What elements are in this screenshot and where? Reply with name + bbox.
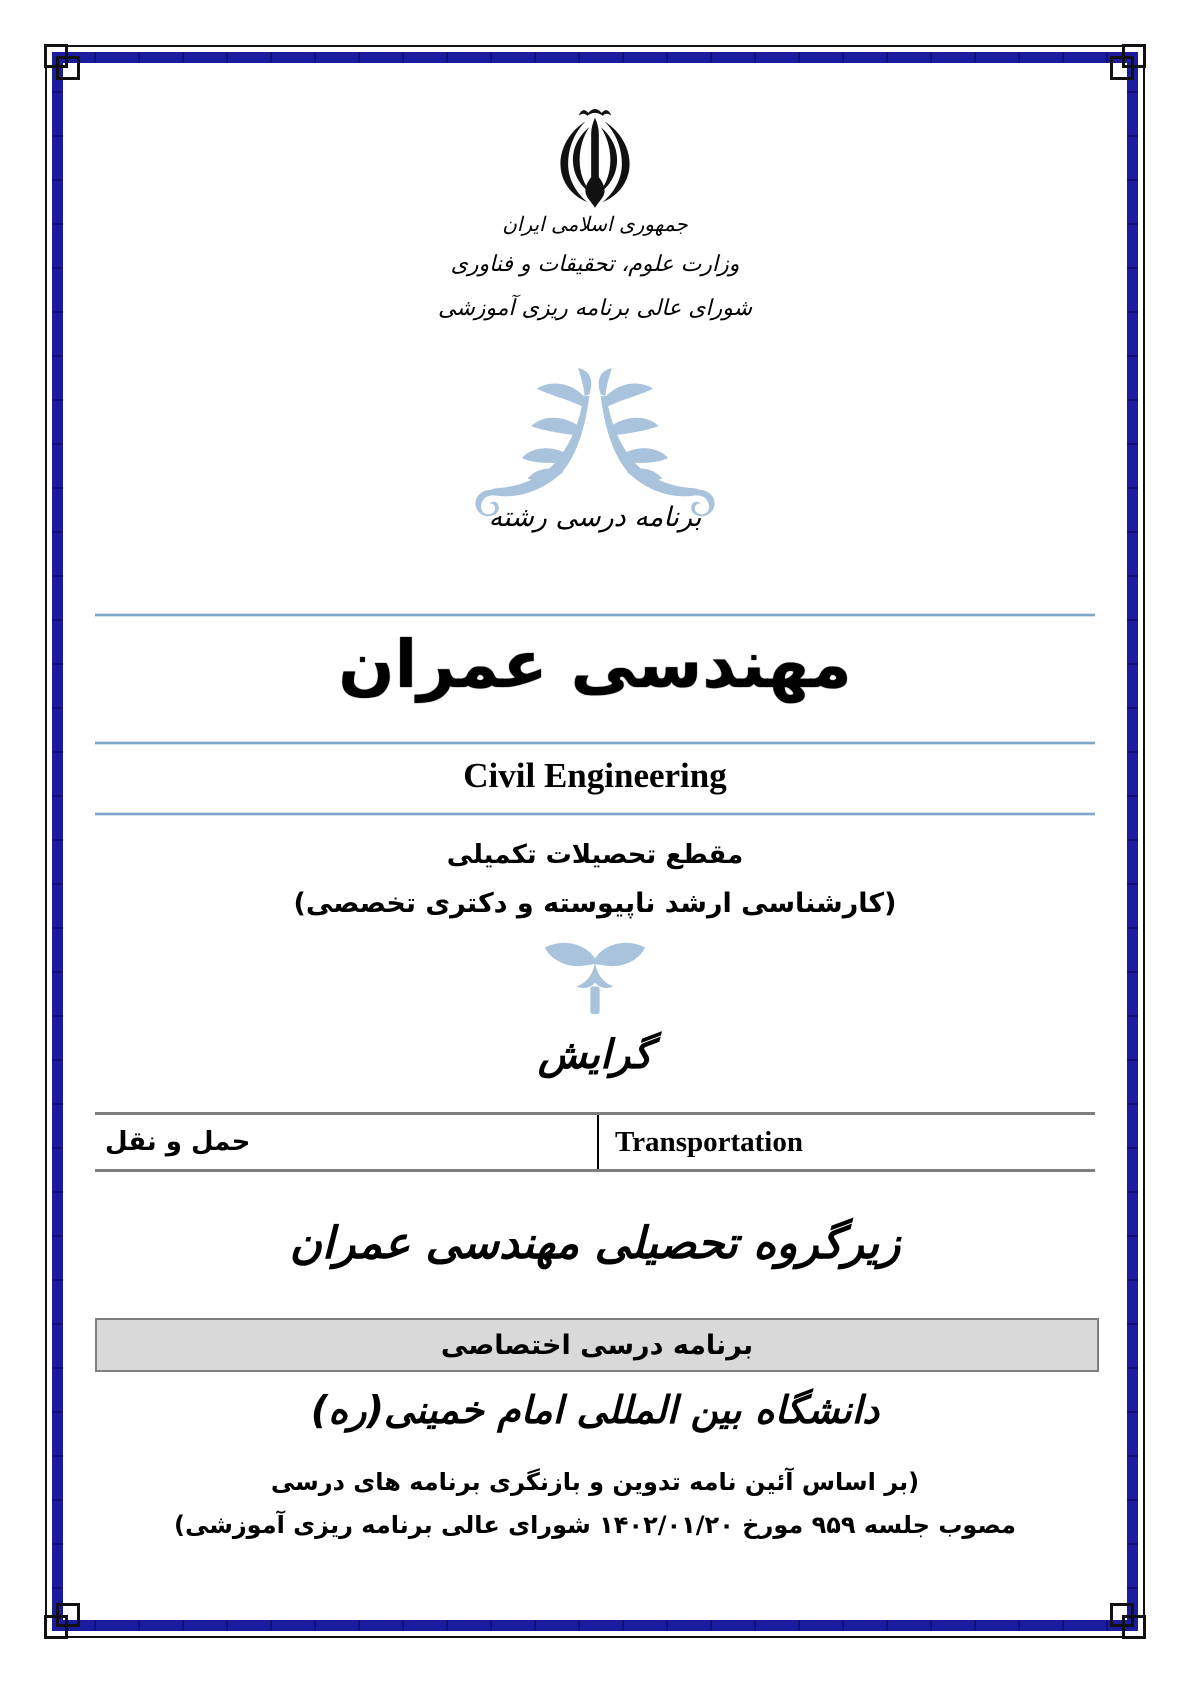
divider-rule-2 <box>95 742 1095 744</box>
subgroup-title: زیرگروه تحصیلی مهندسی عمران <box>289 1218 901 1269</box>
floral-flourish-icon <box>95 368 1095 522</box>
special-program-banner: برنامه درسی اختصاصی <box>95 1318 1099 1372</box>
divider-rule-3 <box>95 813 1095 815</box>
level-line-1: مقطع تحصیلات تکمیلی <box>446 840 744 870</box>
corner-knot-top-left <box>44 44 108 108</box>
header-line-council: شورای عالی برنامه ریزی آموزشی <box>437 296 753 321</box>
corner-knot-bottom-right <box>1082 1575 1146 1639</box>
program-title-en: Civil Engineering <box>463 756 727 795</box>
header-line-republic: جمهوری اسلامی ایران <box>502 212 688 236</box>
footnote-line-1: (بر اساس آئین نامه تدوین و بازنگری برنامه های درسی <box>270 1468 920 1496</box>
iran-emblem-icon <box>95 104 1095 214</box>
floral-bud-icon <box>95 940 1095 1032</box>
orientation-table <box>95 1112 1095 1172</box>
orientation-cell-en: Transportation <box>615 1125 803 1158</box>
header-line-ministry: وزارت علوم، تحقیقات و فناوری <box>450 252 740 277</box>
page-border-band-left <box>52 52 63 1631</box>
page-border-band-bottom <box>52 1620 1138 1631</box>
corner-knot-bottom-left <box>44 1575 108 1639</box>
program-title-fa: مهندسی عمران <box>338 626 852 703</box>
divider-rule-1 <box>95 614 1095 616</box>
program-label: برنامه درسی رشته <box>488 502 702 533</box>
level-line-2: (کارشناسی ارشد ناپیوسته و دکتری تخصصی) <box>293 888 897 919</box>
orientation-label: گرایش <box>537 1032 653 1078</box>
page-border-band-top <box>52 52 1138 63</box>
university-name: دانشگاه بین المللی امام خمینی(ره) <box>310 1388 880 1432</box>
orientation-cell-fa: حمل و نقل <box>95 1115 599 1169</box>
corner-knot-top-right <box>1082 44 1146 108</box>
footnote-line-2: مصوب جلسه ۹۵۹ مورخ ۱۴۰۲/۰۱/۲۰ شورای عالی برنامه ریزی آموزشی) <box>174 1511 1016 1539</box>
page-border-band-right <box>1127 52 1138 1631</box>
